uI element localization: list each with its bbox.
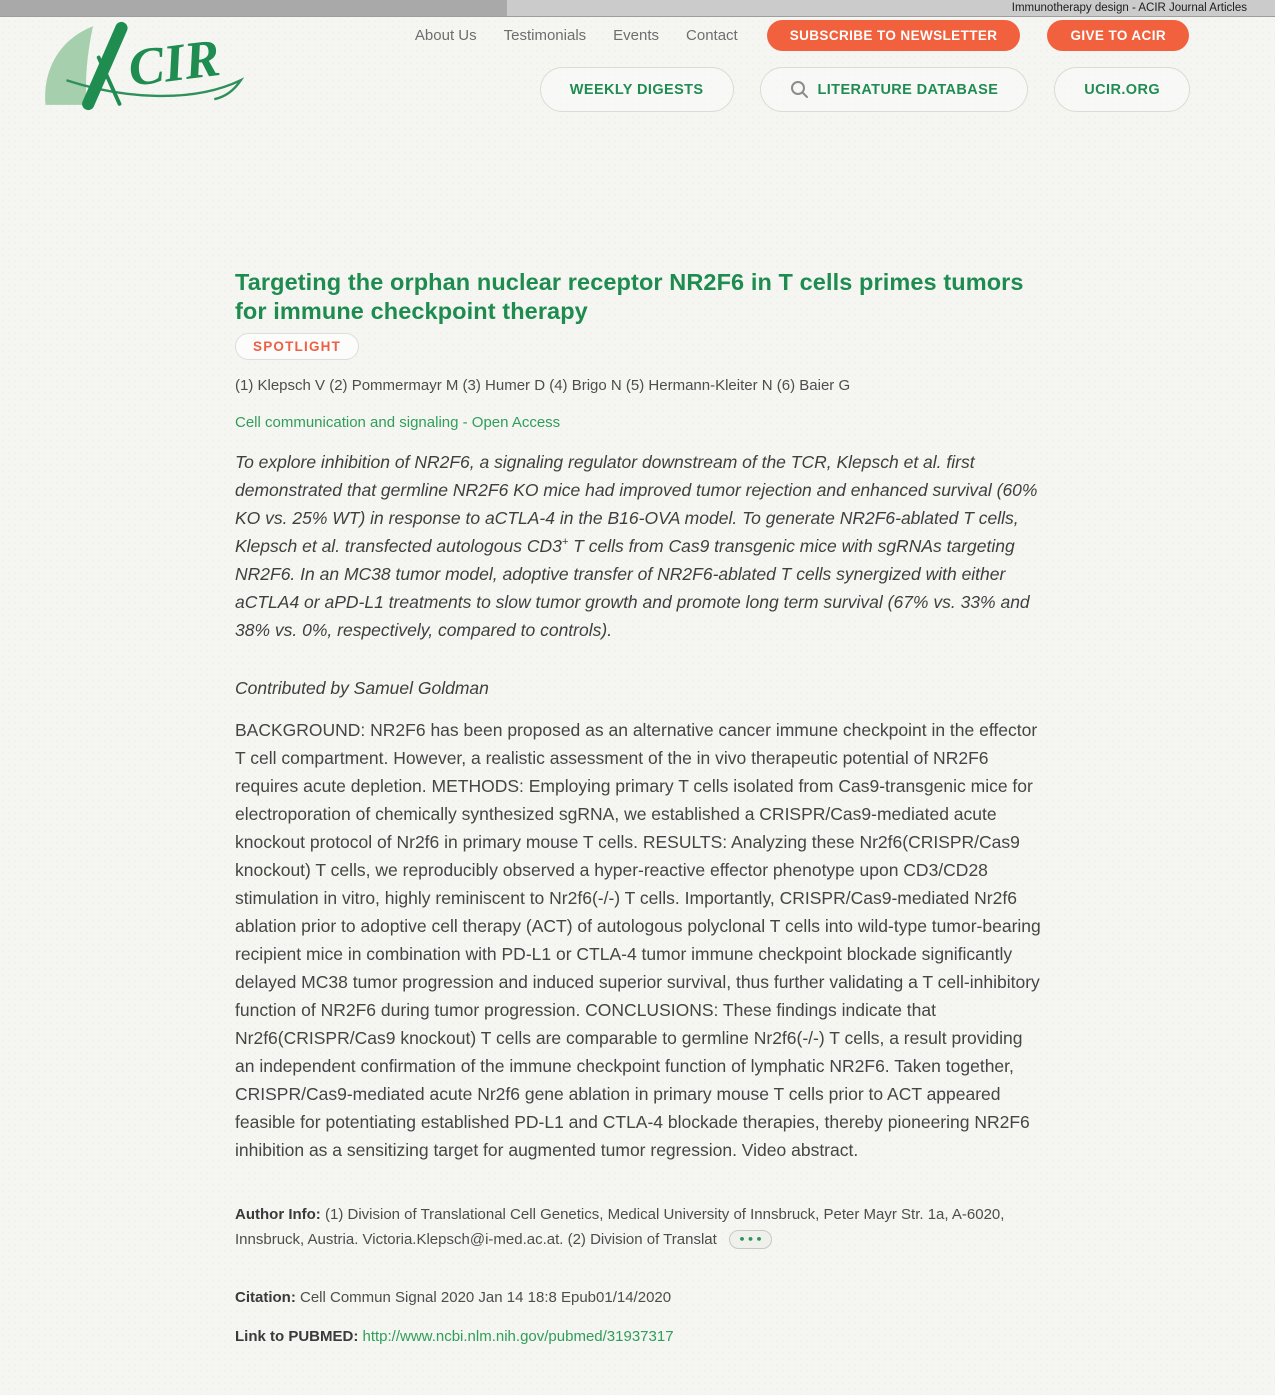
weekly-digests-button[interactable]: [540, 67, 734, 112]
author-info-section: [235, 1202, 1041, 1252]
author-info-text: (1) Division of Translational Cell Genetics, Medical University of Innsbruck, Peter Mayr Str. 1a, A-6020, Innsbruck, Austria. Victoria.Klepsch@i-med.ac.at. (2) Division of Translat: [235, 1206, 1005, 1248]
acir-logo-graphic: [38, 20, 256, 112]
page-window-title: Immunotherapy design - ACIR Journal Articles: [1011, 2, 1247, 14]
search-icon: [790, 80, 809, 99]
secondary-navigation: [540, 67, 1190, 112]
author-list: (1) Klepsch V (2) Pommermayr M (3) Humer D (4) Brigo N (5) Hermann-Kleiter N (6) Baier G: [235, 377, 851, 394]
pubmed-url-link[interactable]: http://www.ncbi.nlm.nih.gov/pubmed/31937317: [362, 1328, 674, 1345]
nav-testimonials[interactable]: Testimonials: [503, 27, 587, 44]
literature-database-button[interactable]: [760, 67, 1029, 112]
author-info-label: Author Info:: [235, 1206, 321, 1223]
summary-text-part2: T cells from Cas9 transgenic mice with sgRNAs targeting NR2F6. In an MC38 tumor model, adoptive transfer of NR2F6-ablated T cells synergized with either aCTLA4 or aPD-L1 treatments to slow tumor growth and promote long term survival (67% vs. 33% and 38% vs. 0%, respectively, compared to controls).: [235, 536, 1030, 640]
pubmed-section: [235, 1324, 1041, 1349]
ucir-org-label: UCIR.ORG: [1084, 81, 1160, 98]
svg-text:CIR: CIR: [125, 29, 224, 98]
nav-events[interactable]: Events: [613, 27, 660, 44]
nav-about-us[interactable]: About Us: [414, 27, 477, 44]
citation-section: [235, 1285, 1041, 1310]
weekly-digests-label: WEEKLY DIGESTS: [569, 81, 704, 98]
subscribe-newsletter-button[interactable]: SUBSCRIBE TO NEWSLETTER: [767, 20, 1021, 51]
nav-contact[interactable]: Contact: [686, 27, 738, 44]
pubmed-label: Link to PUBMED:: [235, 1328, 359, 1345]
article-content: [235, 0, 1041, 1349]
main-navigation: [415, 20, 1189, 51]
article-abstract: BACKGROUND: NR2F6 has been proposed as an alternative cancer immune checkpoint in the effector T cell compartment. However, a realistic assessment of the in vivo therapeutic potential of NR2F6 requires acute depletion. METHODS: Employing primary T cells isolated from Cas9-transgenic mice for electroporation of chemically synthesized sgRNA, we established a CRISPR/Cas9-mediated acute knockout protocol of Nr2f6 in primary mouse T cells. RESULTS: Analyzing these Nr2f6(CRISPR/Cas9 knockout) T cells, we reproducibly observed a hyper-reactive effector phenotype upon CD3/CD28 stimulation in vitro, highly reminiscent to Nr2f6(-/-) T cells. Importantly, CRISPR/Cas9-mediated Nr2f6 ablation prior to adoptive cell therapy (ACT) of autologous polyclonal T cells into wild-type tumor-bearing recipient mice in combination with PD-L1 or CTLA-4 tumor immune checkpoint blockade significantly delayed MC38 tumor progression and induced superior survival, thus further validating a T cell-inhibitory function of NR2F6 during tumor progression. CONCLUSIONS: These findings indicate that Nr2f6(CRISPR/Cas9 knockout) T cells are comparable to germline Nr2f6(-/-) T cells, a result providing an independent confirmation of the immune checkpoint function of lymphatic NR2F6. Taken together, CRISPR/Cas9-mediated acute Nr2f6 gene ablation in primary mouse T cells prior to ACT appeared feasible for potentiating established PD-L1 and CTLA-4 blockade therapies, thereby pioneering NR2F6 inhibition as a sensitizing target for augmented tumor regression. Video abstract.: [235, 720, 1041, 1160]
ucir-org-button[interactable]: [1054, 67, 1190, 112]
citation-label: Citation:: [235, 1289, 296, 1306]
acir-logo[interactable]: [38, 20, 256, 112]
expand-author-info-button[interactable]: •••: [729, 1230, 772, 1249]
browser-titlebar: [0, 0, 1275, 17]
titlebar-left-segment: [0, 0, 507, 16]
article-summary: [235, 448, 1041, 644]
summary-superscript: +: [561, 536, 569, 549]
contributed-by: Contributed by Samuel Goldman: [235, 678, 489, 698]
site-header: [0, 18, 1275, 130]
spotlight-badge: SPOTLIGHT: [235, 333, 359, 360]
citation-text: Cell Commun Signal 2020 Jan 14 18:8 Epub01/14/2020: [300, 1289, 672, 1306]
journal-open-access-link[interactable]: Cell communication and signaling - Open Access: [235, 414, 561, 431]
literature-database-label: LITERATURE DATABASE: [817, 81, 999, 98]
article-title: Targeting the orphan nuclear receptor NR2F6 in T cells primes tumors for immune checkpoint therapy: [235, 269, 1024, 324]
give-to-acir-button[interactable]: GIVE TO ACIR: [1047, 20, 1189, 51]
summary-text-part1: To explore inhibition of NR2F6, a signaling regulator downstream of the TCR, Klepsch et al. first demonstrated that germline NR2F6 KO mice had improved tumor rejection and enhanced survival (60% KO vs. 25% WT) in response to aCTLA-4 in the B16-OVA model. To generate NR2F6-ablated T cells, Klepsch et al. transfected autologous CD3: [235, 452, 1038, 556]
